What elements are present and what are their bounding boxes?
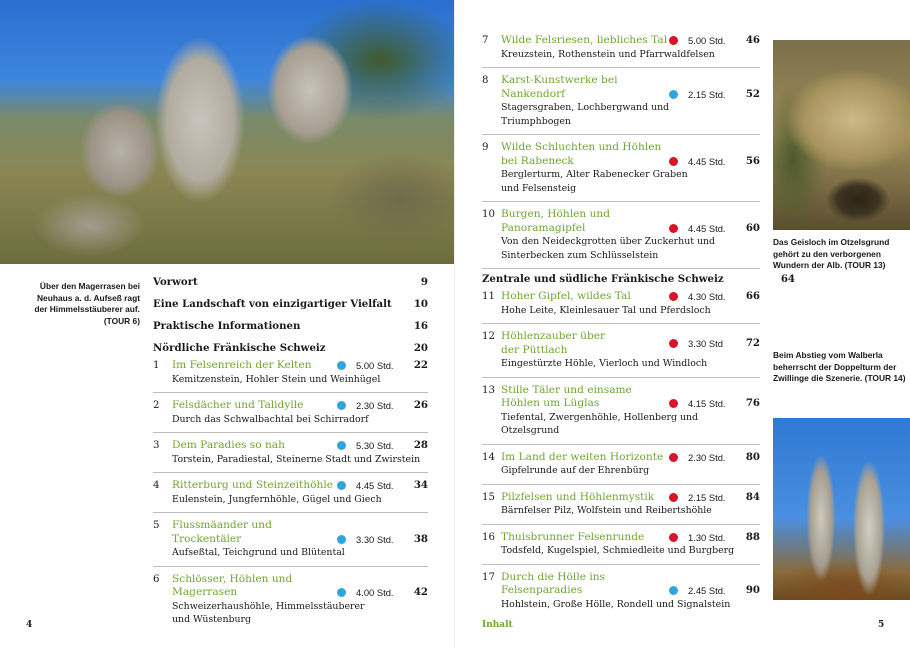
toc-section-noerdliche[interactable]: Nördliche Fränkische Schweiz 20 <box>153 342 428 354</box>
toc-entry-tour-4[interactable]: 4 Ritterburg und Steinzeithöhle 4.45 Std. 34 Eulenstein, Jungfernhöhle, Gügel und Giech <box>153 479 428 505</box>
toc-section-vorwort[interactable]: Vorwort 9 <box>153 276 428 288</box>
divider <box>482 564 760 565</box>
toc-entry-tour-2[interactable]: 2 Felsdächer und Talidylle 2.30 Std. 26 Durch das Schwalbachtal bei Schirradorf <box>153 399 428 425</box>
divider <box>482 201 760 202</box>
difficulty-dot-blue <box>337 361 346 370</box>
walberla-twin-rocks-photo <box>773 418 910 600</box>
page-number-right: 5 <box>878 620 885 630</box>
difficulty-dot-red <box>669 36 678 45</box>
toc-section-praktische-informationen[interactable]: Praktische Informationen 16 <box>153 320 428 332</box>
difficulty-dot-blue <box>337 441 346 450</box>
toc-section-landschaft[interactable]: Eine Landschaft von einzigartiger Vielfalt 10 <box>153 298 428 310</box>
difficulty-dot-red <box>669 157 678 166</box>
toc-entry-tour-6[interactable]: 6 Schlösser, Höhlen und Magerrasen 4.00 Std. 42 Schweizerhaushöhle, Himmelsstäuberer und Wüstenburg <box>153 572 428 626</box>
divider <box>153 512 428 513</box>
difficulty-dot-red <box>669 399 678 408</box>
difficulty-dot-blue <box>337 535 346 544</box>
right-page <box>455 0 910 648</box>
difficulty-dot-red <box>669 292 678 301</box>
divider <box>153 566 428 567</box>
toc-entry-tour-8[interactable]: 8 Karst-Kunstwerke bei Nankendorf 2.15 Std. 52 Stagersgraben, Lochbergwand und Triumphbogen <box>482 74 760 127</box>
toc-entry-tour-17[interactable]: 17 Durch die Hölle ins Felsenparadies 2.45 Std. 90 Hohlstein, Große Hölle, Rondell und Signalstein <box>482 570 760 610</box>
difficulty-dot-red <box>669 493 678 502</box>
divider <box>482 268 760 269</box>
toc-left <box>153 276 428 627</box>
divider <box>482 444 760 445</box>
page-number-left: 4 <box>26 620 33 630</box>
difficulty-dot-blue <box>337 481 346 490</box>
toc-entry-tour-15[interactable]: 15 Pilzfelsen und Höhlenmystik 2.15 Std. 84 Bärnfelser Pilz, Wolfstein und Reibertshöhle <box>482 490 760 517</box>
difficulty-dot-blue <box>669 586 678 595</box>
difficulty-dot-blue <box>337 401 346 410</box>
difficulty-dot-red <box>669 533 678 542</box>
divider <box>153 472 428 473</box>
toc-entry-tour-1[interactable]: 1 Im Felsenreich der Kelten 5.00 Std. 22 Kemitzenstein, Hohler Stein und Weinhügel <box>153 359 428 385</box>
difficulty-dot-blue <box>337 588 346 597</box>
difficulty-dot-red <box>669 224 678 233</box>
photo-caption-tour-14: Beim Abstieg vom Walberla beherrscht der Doppelturm der Zwillinge die Szenerie. (TOUR 14) <box>773 350 906 383</box>
difficulty-dot-blue <box>669 90 678 99</box>
toc-entry-tour-12[interactable]: 12 Höhlenzauber über der Püttlach 3.30 Std 72 Eingestürzte Höhle, Vierloch und Windloch <box>482 330 760 370</box>
toc-entry-tour-9[interactable]: 9 Wilde Schluchten und Höhlen bei Rabeneck 4.45 Std. 56 Berglerturm, Alter Rabenecker Graben und Felsensteig <box>482 141 760 194</box>
toc-entry-tour-14[interactable]: 14 Im Land der weiten Horizonte 2.30 Std. 80 Gipfelrunde auf der Ehrenbürg <box>482 450 760 477</box>
toc-entry-tour-7[interactable]: 7 Wilde Felsriesen, liebliches Tal 5.00 Std. 46 Kreuzstein, Rothenstein und Pfarrwaldfelsen <box>482 34 760 60</box>
divider <box>153 432 428 433</box>
difficulty-dot-red <box>669 339 678 348</box>
divider <box>482 67 760 68</box>
toc-entry-tour-16[interactable]: 16 Thuisbrunner Felsenrunde 1.30 Std. 88 Todsfeld, Kugelspiel, Schmiedleite und Burgberg <box>482 530 760 557</box>
geisloch-cave-photo <box>773 40 910 230</box>
divider <box>482 377 760 378</box>
divider <box>482 323 760 324</box>
toc-right <box>482 34 795 611</box>
rock-landscape-photo <box>0 0 455 264</box>
toc-section-zentrale-suedliche[interactable]: Zentrale und südliche Fränkische Schweiz 64 <box>482 273 795 285</box>
toc-entry-tour-3[interactable]: 3 Dem Paradies so nah 5.30 Std. 28 Torstein, Paradiestal, Steinerne Stadt und Zwirstein <box>153 439 428 465</box>
toc-entry-tour-13[interactable]: 13 Stille Täler und einsame Höhlen um Lüglas 4.15 Std. 76 Tiefental, Zwergenhöhle, Hollenberg und Otzelsgrund <box>482 383 760 437</box>
footer-section-label: Inhalt <box>482 620 513 630</box>
photo-caption-tour-6: Über den Magerrasen bei Neuhaus a. d. Aufseß ragt der Himmelsstäuberer auf. (TOUR 6) <box>34 281 140 326</box>
divider <box>153 392 428 393</box>
toc-entry-tour-10[interactable]: 10 Burgen, Höhlen und Panoramagipfel 4.45 Std. 60 Von den Neideckgrotten über Zuckerhut und Sinterbecken zum Schlüsselstein <box>482 208 760 261</box>
photo-caption-tour-13: Das Geisloch im Otzelsgrund gehört zu den verborgenen Wundern der Alb. (TOUR 13) <box>773 237 890 270</box>
divider <box>482 484 760 485</box>
divider <box>482 524 760 525</box>
toc-entry-tour-11[interactable]: 11 Hoher Gipfel, wildes Tal 4.30 Std. 66 Hohe Leite, Kleinlesauer Tal und Pferdsloch <box>482 290 760 316</box>
divider <box>482 134 760 135</box>
difficulty-dot-red <box>669 453 678 462</box>
toc-entry-tour-5[interactable]: 5 Flussmäander und Trockentäler 3.30 Std. 38 Aufseßtal, Teichgrund und Blütental <box>153 519 428 559</box>
